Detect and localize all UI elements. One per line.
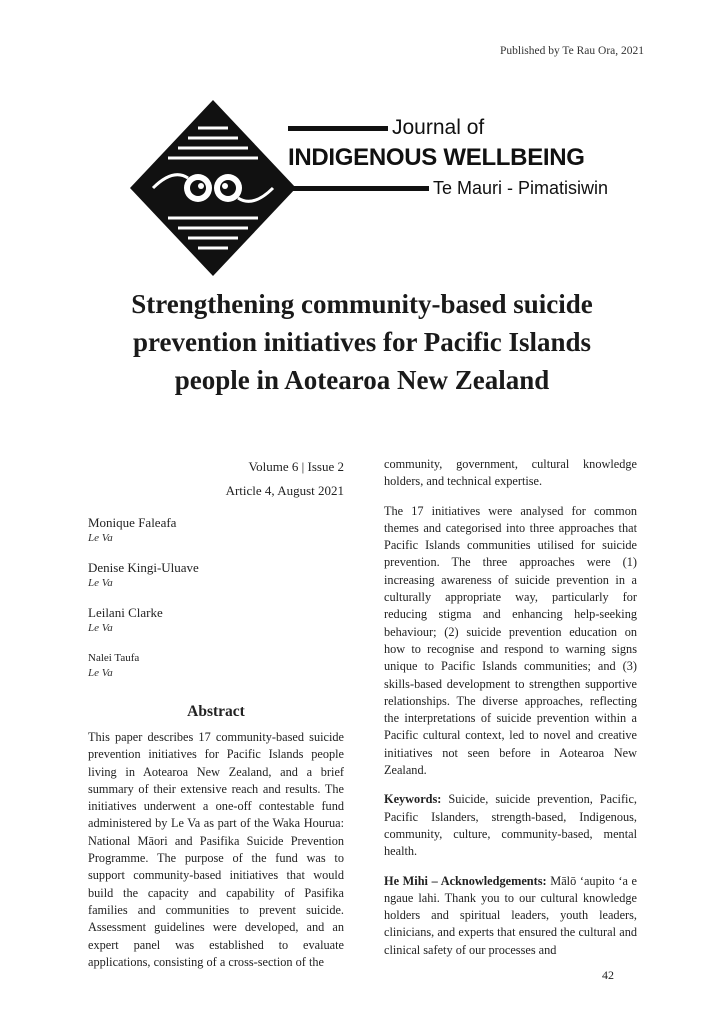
abstract-heading: Abstract xyxy=(187,703,245,720)
page-number: 42 xyxy=(602,968,614,982)
publisher-note: Published by Te Rau Ora, 2021 xyxy=(500,45,644,57)
abstract-paragraph: The 17 initiatives were analysed for common themes and categorised into three approaches that Pacific Islands communities utilised for suicide prevention. The three approaches were (1) increasing awareness of suicide prevention in a culturally appropriate way, particularly for reducing stigma and enhancing help-seeking behaviour; (2) suicide prevention education on how to recognise and respond to warning signs unique to Pacific Islands communities; and (3) skills-based development to strengthen supportive relationships. The diverse approaches, reflecting the interpretations of suicide prevention within a Pacific cultural context, led to novel and creative initiatives not seen before in Aotearoa New Zealand. xyxy=(384,503,637,778)
acknowledgements xyxy=(384,873,637,959)
acknowledgements-text: Mālō ʻaupito ʻa e ngaue lahi. Thank you to our cultural knowledge holders and spiritual leaders, youth leaders, clinicians, and experts that ensured the cultural and clinical safety of our processes and xyxy=(384,873,638,957)
volume-issue: Volume 6 | Issue 2 xyxy=(248,459,344,474)
author-affiliation: Le Va xyxy=(88,532,113,544)
abstract-continued: community, government, cultural knowledge holders, and technical expertise. xyxy=(384,457,637,489)
logo-journal-of: Journal of xyxy=(392,116,485,139)
logo-rule xyxy=(288,186,429,191)
author xyxy=(88,650,344,681)
author-affiliation: Le Va xyxy=(88,577,113,589)
author-affiliation: Le Va xyxy=(88,622,113,634)
abstract-text: This paper describes 17 community-based suicide prevention initiatives for Pacific Islands people living in Aotearoa New Zealand, and a brief summary of their extensive reach and results. The initiatives underwent a one-off contestable fund administered by Le Va as part of the Waka Hourua: National Māori and Pasifika Suicide Prevention Programme. The purpose of the fund was to support community-based initiatives that would build the capacity and capability of Pasifika families and communities to prevent suicide. Assessment guidelines were developed, and an expert panel was established to evaluate applications, consisting of a cross-section of the xyxy=(88,730,344,969)
author xyxy=(88,605,344,636)
author-name: Leilani Clarke xyxy=(88,605,163,620)
journal-logo xyxy=(128,98,608,278)
author-name: Monique Faleafa xyxy=(88,515,177,530)
author-name: Nalei Taufa xyxy=(88,652,140,664)
author xyxy=(88,515,344,546)
keywords xyxy=(384,791,637,860)
right-column xyxy=(384,456,637,971)
article-date: Article 4, August 2021 xyxy=(225,483,344,498)
logo-rule xyxy=(288,126,388,131)
article-title: Strengthening community-based suicide prevention initiatives for Pacific Islands people in Aotearoa New Zealand xyxy=(131,289,593,395)
koru-diamond-icon xyxy=(128,98,298,278)
keywords-text: Suicide, suicide prevention, Pacific, Pacific Islanders, strength-based, Indigenous, community, culture, community-based, mental health. xyxy=(384,792,637,859)
logo-journal-name: INDIGENOUS WELLBEING xyxy=(288,144,585,171)
logo-subtitle: Te Mauri - Pimatisiwin xyxy=(432,178,608,198)
author xyxy=(88,560,344,591)
author-affiliation: Le Va xyxy=(88,667,113,679)
author-name: Denise Kingi-Uluave xyxy=(88,560,199,575)
keywords-label: Keywords: xyxy=(384,792,442,807)
acknowledgements-label: He Mihi – Acknowledgements: xyxy=(384,873,547,888)
left-column xyxy=(88,455,344,971)
